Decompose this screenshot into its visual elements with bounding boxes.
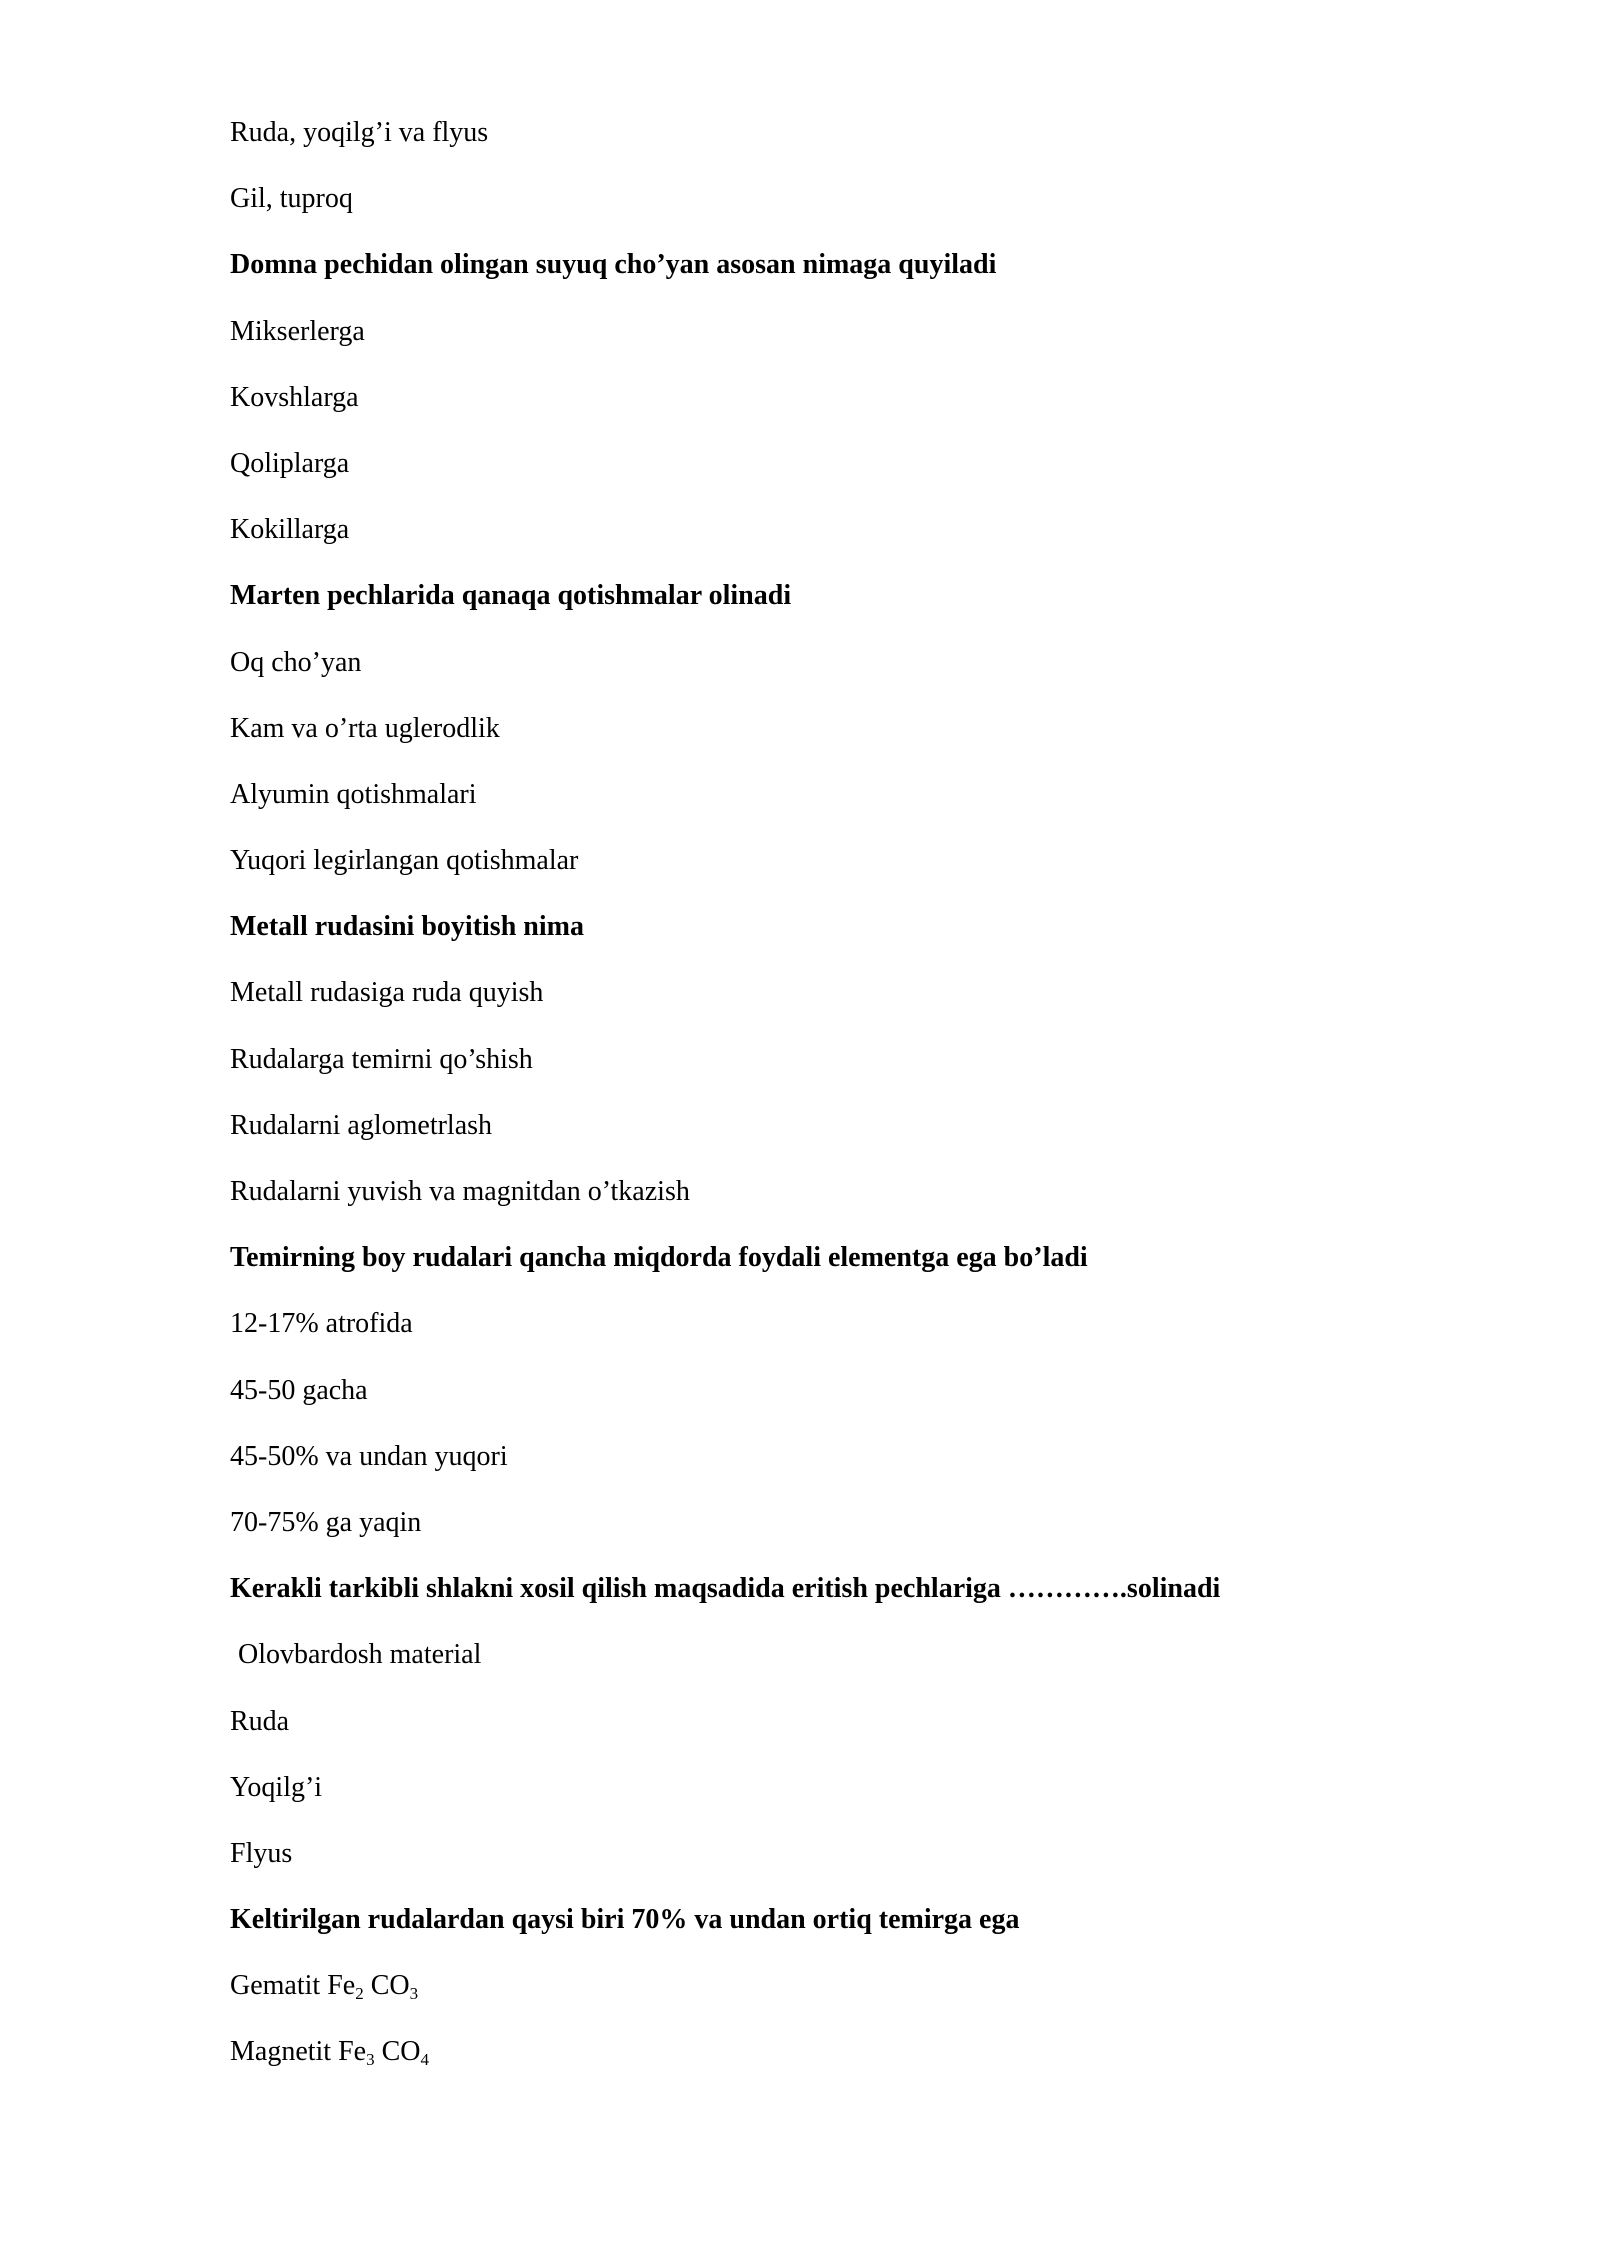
formula-text: CO bbox=[374, 2036, 421, 2068]
question-text: Domna pechidan olingan suyuq cho’yan asosan nimaga quyiladi bbox=[230, 249, 997, 281]
formula-subscript: 3 bbox=[366, 2050, 375, 2070]
answer-option-formula bbox=[230, 2028, 1430, 2094]
answer-option: 12-17% atrofida bbox=[230, 1308, 413, 1340]
formula-subscript: 3 bbox=[409, 1984, 419, 2004]
answer-option: 45-50 gacha bbox=[230, 1374, 368, 1406]
answer-option: Flyus bbox=[230, 1837, 293, 1869]
answer-option: Metall rudasiga ruda quyish bbox=[230, 977, 544, 1009]
answer-option: Kam va o’rta uglerodlik bbox=[230, 712, 500, 744]
answer-option: 70-75% ga yaqin bbox=[230, 1506, 422, 1538]
answer-option: Rudalarni aglometrlash bbox=[230, 1109, 493, 1141]
formula-name: Gematit Fe bbox=[230, 1970, 356, 2002]
answer-option: Alyumin qotishmalari bbox=[230, 778, 477, 810]
answer-option: Olovbardosh material bbox=[238, 1639, 482, 1671]
answer-option: Rudalarga temirni qo’shish bbox=[230, 1043, 533, 1075]
question-text: Kerakli tarkibli shlakni xosil qilish maqsadida eritish pechlariga ………….solinadi bbox=[230, 1573, 1221, 1605]
question-text: Temirning boy rudalari qancha miqdorda foydali elementga ega bo’ladi bbox=[230, 1242, 1088, 1274]
document-body bbox=[230, 109, 1430, 2095]
answer-option: Ruda bbox=[230, 1705, 290, 1737]
answer-option: Yoqilg’i bbox=[230, 1771, 323, 1803]
answer-option: Mikserlerga bbox=[230, 315, 365, 347]
answer-option: Rudalarni yuvish va magnitdan o’tkazish bbox=[230, 1176, 690, 1207]
question-text: Metall rudasini boyitish nima bbox=[230, 911, 584, 943]
answer-option: Ruda, yoqilg’i va flyus bbox=[230, 117, 489, 148]
answer-option: 45-50% va undan yuqori bbox=[230, 1440, 508, 1472]
question-text: Marten pechlarida qanaqa qotishmalar olinadi bbox=[230, 580, 792, 612]
answer-option: Yuqori legirlangan qotishmalar bbox=[230, 845, 579, 877]
formula-text: CO bbox=[363, 1970, 410, 2002]
question-text: Keltirilgan rudalardan qaysi biri 70% va undan ortiq temirga ega bbox=[230, 1904, 1020, 1936]
answer-option-formula bbox=[230, 1962, 1430, 2028]
answer-option: Oq cho’yan bbox=[230, 646, 362, 678]
formula-name: Magnetit Fe bbox=[230, 2036, 367, 2068]
answer-option: Kokillarga bbox=[230, 514, 350, 546]
answer-option: Kovshlarga bbox=[230, 381, 359, 413]
formula-subscript: 4 bbox=[420, 2050, 429, 2070]
answer-option: Qoliplarga bbox=[230, 447, 350, 479]
formula-subscript: 2 bbox=[355, 1984, 364, 2004]
answer-option: Gil, tuproq bbox=[230, 183, 353, 215]
